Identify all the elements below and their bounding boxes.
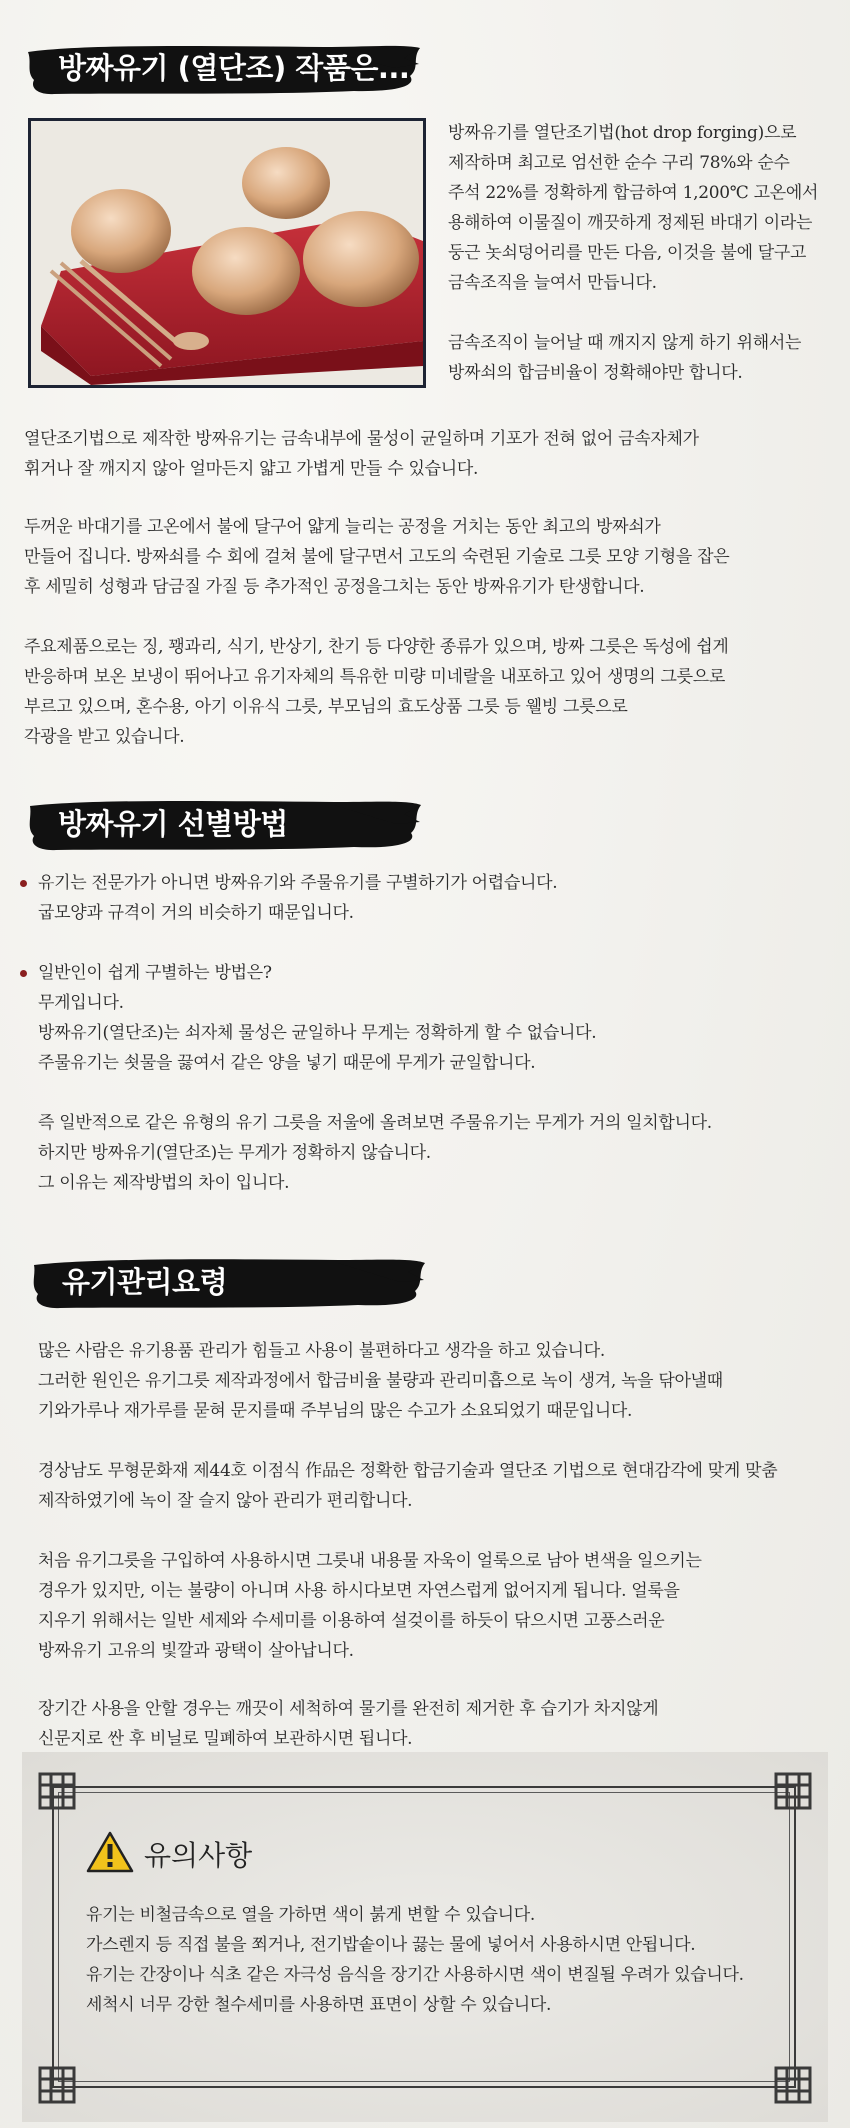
- corner-knot-ornament: [768, 2060, 818, 2110]
- care-paragraph-1: 많은 사람은 유기용품 관리가 힘들고 사용이 불편하다고 생각을 하고 있습니다. 그러한 원인은 유기그릇 제작과정에서 합금비율 불량과 관리미흡으로 녹이 생겨, 녹을 닦아낼때 기와가루나 재가루를 묻혀 문지를때 주부님의 많은 수고가 소요되었기 때문입니다.: [38, 1341, 723, 1421]
- care-paragraph-2: 경상남도 무형문화재 제44호 이점식 作品은 정확한 합금기술과 열단조 기법으로 현대감각에 맞게 맞춤 제작하였기에 녹이 잘 슬지 않아 관리가 편리합니다.: [38, 1461, 778, 1511]
- section-title: 방짜유기 (열단조) 작품은...: [58, 51, 410, 85]
- section-banner-selection: [24, 794, 424, 856]
- bullet-dot: [20, 970, 27, 977]
- brass-tableware-image: [31, 121, 423, 385]
- care-paragraph-3: 처음 유기그릇을 구입하여 사용하시면 그릇내 내용물 자욱이 얼룩으로 남아 변색을 일으키는 경우가 있지만, 이는 불량이 아니며 사용 하시다보면 자연스럽게 없어지게 됩니다. 얼룩을 지우기 위해서는 일반 세제와 수세미를 이용하여 설겆이를 하듯이 닦으시면 고풍스러운 방짜유기 고유의 빛깔과 광택이 살아납니다.: [38, 1551, 702, 1661]
- selection-bullet-1: 유기는 전문가가 아니면 방짜유기와 주물유기를 구별하기가 어렵습니다. 굽모양과 규격이 거의 비슷하기 때문입니다.: [38, 873, 558, 923]
- notice-lines: 유기는 비철금속으로 열을 가하면 색이 붉게 변할 수 있습니다. 가스렌지 등 직접 불을 쬐거나, 전기밥솥이나 끓는 물에 넣어서 사용하시면 안됩니다. 유기는 간장이나 식초 같은 자극성 음식을 장기간 사용하시면 색이 변질될 우려가 있습니다. 세척시 너무 강한 철수세미를 사용하면 표면이 상할 수 있습니다.: [86, 1905, 744, 2015]
- intro-paragraph-3: 열단조기법으로 제작한 방짜유기는 금속내부에 물성이 균일하며 기포가 전혀 없어 금속자체가 휘거나 잘 깨지지 않아 얼마든지 얇고 가볍게 만들 수 있습니다.: [24, 429, 699, 479]
- intro-paragraph-5: 주요제품으로는 징, 꽹과리, 식기, 반상기, 찬기 등 다양한 종류가 있으며, 방짜 그릇은 독성에 쉽게 반응하며 보온 보냉이 뛰어나고 유기자체의 특유한 미량 미네랄을 내포하고 있어 생명의 그릇으로 부르고 있으며, 혼수용, 아기 이유식 그릇, 부모님의 효도상품 그릇 등 웰빙 그릇으로 각광을 받고 있습니다.: [24, 637, 729, 747]
- selection-paragraph: 즉 일반적으로 같은 유형의 유기 그릇을 저울에 올려보면 주물유기는 무게가 거의 일치합니다. 하지만 방짜유기(열단조)는 무게가 정확하지 않습니다. 그 이유는 제작방법의 차이 입니다.: [38, 1113, 712, 1193]
- section-banner-care: [28, 1252, 428, 1314]
- corner-knot-ornament: [32, 1766, 82, 1816]
- selection-bullet-2: 일반인이 쉽게 구별하는 방법은? 무게입니다. 방짜유기(열단조)는 쇠자체 물성은 균일하나 무게는 정확하게 할 수 없습니다. 주물유기는 쇳물을 끓여서 같은 양을 넣기 때문에 무게가 균일합니다.: [38, 963, 597, 1073]
- notice-title: 유의사항: [144, 1839, 253, 1872]
- intro-paragraph-2: 금속조직이 늘어날 때 깨지지 않게 하기 위해서는 방짜쇠의 합금비율이 정확해야만 합니다.: [448, 333, 802, 383]
- section-banner-intro: [24, 38, 424, 100]
- section-title: 유기관리요령: [62, 1265, 228, 1299]
- section-title: 방짜유기 선별방법: [58, 807, 288, 841]
- product-photo: [28, 118, 426, 388]
- notice-box: [22, 1752, 828, 2122]
- corner-knot-ornament: [32, 2060, 82, 2110]
- care-paragraph-4: 장기간 사용을 안할 경우는 깨끗이 세척하여 물기를 완전히 제거한 후 습기가 차지않게 신문지로 싼 후 비닐로 밀폐하여 보관하시면 됩니다.: [38, 1699, 659, 1749]
- bullet-dot: [20, 880, 27, 887]
- corner-knot-ornament: [768, 1766, 818, 1816]
- intro-paragraph-1: 방짜유기를 열단조기법(hot drop forging)으로 제작하며 최고로 엄선한 순수 구리 78%와 순수 주석 22%를 정확하게 합금하여 1,200℃ 고온에서 용해하여 이물질이 깨끗하게 정제된 바대기 이라는 둥근 놋쇠덩어리를 만든 다음, 이것을 불에 달구고 금속조직을 늘여서 만듭니다.: [448, 123, 819, 293]
- warning-icon: [86, 1830, 134, 1874]
- intro-paragraph-4: 두꺼운 바대기를 고온에서 불에 달구어 얇게 늘리는 공정을 거치는 동안 최고의 방짜쇠가 만들어 집니다. 방짜쇠를 수 회에 걸쳐 불에 달구면서 고도의 숙련된 기술로 그릇 모양 기형을 잡은 후 세밀히 성형과 담금질 가질 등 추가적인 공정을그치는 동안 방짜유기가 탄생합니다.: [24, 517, 730, 597]
